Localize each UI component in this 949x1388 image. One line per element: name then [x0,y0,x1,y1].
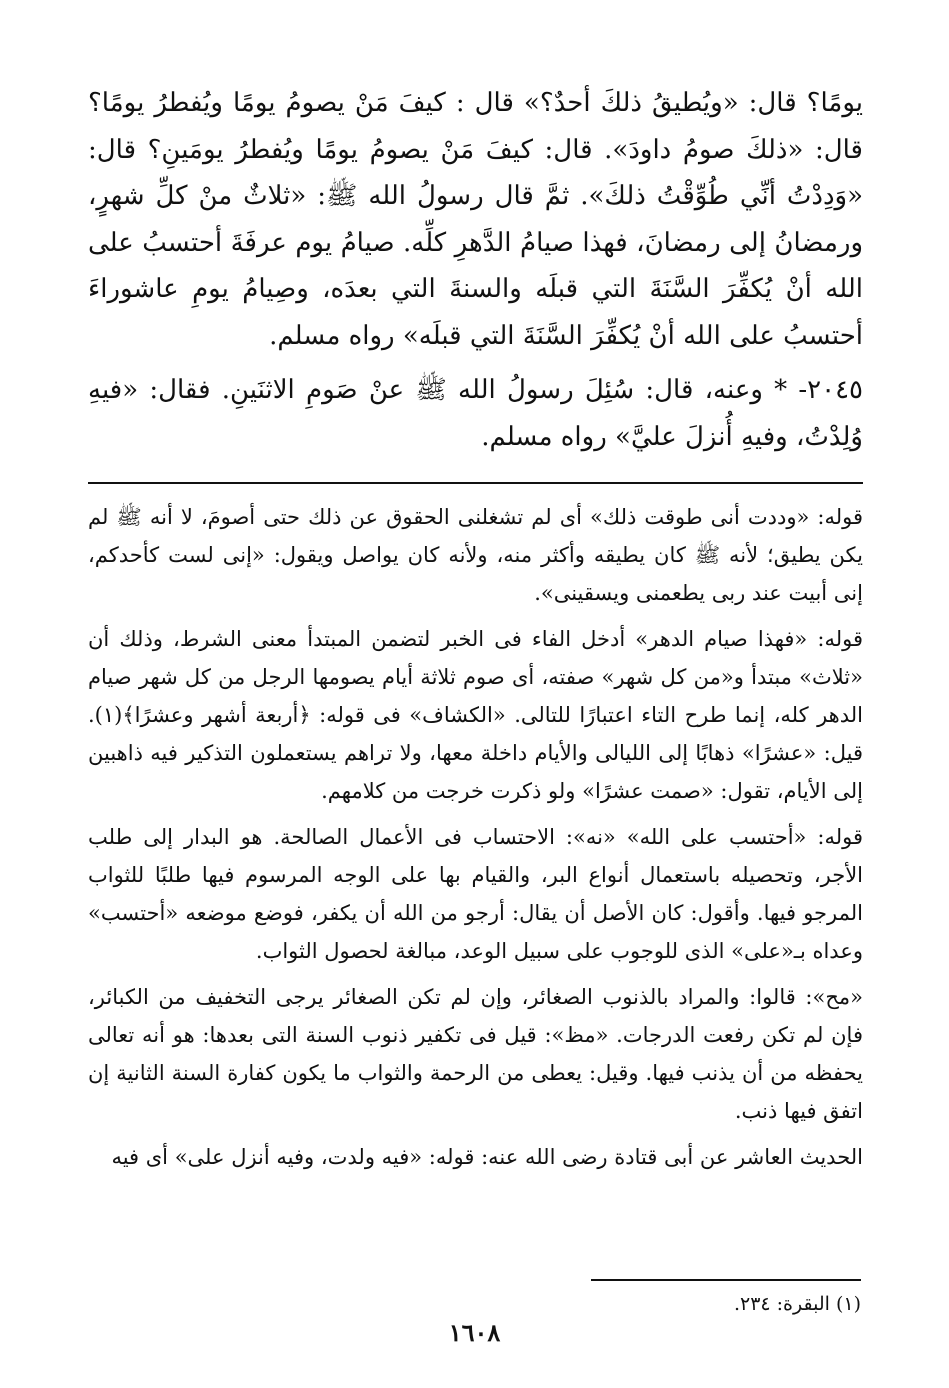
hadith-paragraph-2045: ٢٠٤٥- * وعنه، قال: سُئِلَ رسولُ الله ﷺ عنْ صَومِ الاثنَينِ. فقال: «فيهِ وُلِدْتُ، وفيهِ أُنزلَ عليَّ» رواه مسلم. [88,375,863,452]
commentary-section [88,498,863,1176]
commentary-paragraph: قوله: «أحتسب على الله» «نه»: الاحتساب فى الأعمال الصالحة. هو البدار إلى طلب الأجر، وتحصيله باستعمال أنواع البر، والقيام بها على الوجه المرسوم فيها طلبًا للثواب المرجو فيها. وأقول: كان الأصل أن يقال: أرجو من الله أن يكفر، فوضع موضعه «أحتسب» وعداه بـ«على» الذى للوجوب على سبيل الوعد، مبالغة لحصول الثواب. [88,825,863,963]
hadith-paragraph-1: يومًا؟ قال: «ويُطيقُ ذلكَ أحدٌ؟» قال : كيفَ مَنْ يصومُ يومًا ويُفطرُ يومًا؟ قال: «ذلكَ صومُ داودَ». قال: كيفَ مَنْ يصومُ يومًا ويُفطرُ يومَينِ؟ قال: «وَدِدْتُ أنِّي طُوِّقْتُ ذلكَ». ثمَّ قال رسولُ الله ﷺ: «ثلاثٌ منْ كلِّ شهرٍ، ورمضانُ إلى رمضانَ، فهذا صيامُ الدَّهرِ كلِّه. صيامُ يوم عرفَةَ أحتسبُ على الله أنْ يُكفِّرَ السَّنَةَ التي قبلَه والسنةَ التي بعدَه، وصِيامُ يومِ عاشوراءَ أحتسبُ على الله أنْ يُكفِّرَ السَّنَةَ التي قبلَه» رواه مسلم. [88,88,863,351]
footnote-divider [591,1279,861,1281]
commentary-paragraph: قوله: «وددت أنى طوقت ذلك» أى لم تشغلنى الحقوق عن ذلك حتى أصومَ، لا أنه ﷺ لم يكن يطيق؛ لأنه ﷺ كان يطيقه وأكثر منه، ولأنه كان يواصل ويقول: «إنى لست كأحدكم، إنى أبيت عند ربى يطعمنى ويسقينى». [88,505,863,605]
commentary-paragraph: الحديث العاشر عن أبى قتادة رضى الله عنه: قوله: «فيه ولدت، وفيه أنزل على» أى فيه [111,1145,863,1169]
footnote: (١) البقرة: ٢٣٤. [733,1293,861,1315]
page-number: ١٦٠٨ [448,1318,501,1347]
commentary-paragraph: «مح»: قالوا: والمراد بالذنوب الصغائر، وإن لم تكن الصغائر يرجى التخفيف من الكبائر، فإن لم تكن رفعت الدرجات. «مظ»: قيل فى تكفير ذنوب السنة التى بعدها: هو أنه تعالى يحفظه من أن يذنب فيها. وقيل: يعطى من الرحمة والثواب ما يكون كفارة السنة الثانية إن اتفق فيها ذنب. [88,985,863,1123]
commentary-divider [88,482,863,484]
commentary-paragraph: قوله: «فهذا صيام الدهر» أدخل الفاء فى الخبر لتضمن المبتدأ معنى الشرط، وذلك أن «ثلاث» مبتدأ و«من كل شهر» صفته، أى صوم ثلاثة أيام يصومها الرجل من كل شهر صيام الدهر كله، إنما طرح التاء اعتبارًا للتالى. «الكشاف» فى قوله: ﴿أربعة أشهر وعشرًا﴾(١). قيل: «عشرًا» ذهابًا إلى الليالى والأيام داخلة معها، ولا تراهم يستعملون التذكير فيه ذاهبين إلى الأيام، تقول: «صمت عشرًا» ولو ذكرت خرجت من كلامهم. [88,627,864,803]
page-body [88,80,863,1184]
hadith-text [88,80,863,460]
